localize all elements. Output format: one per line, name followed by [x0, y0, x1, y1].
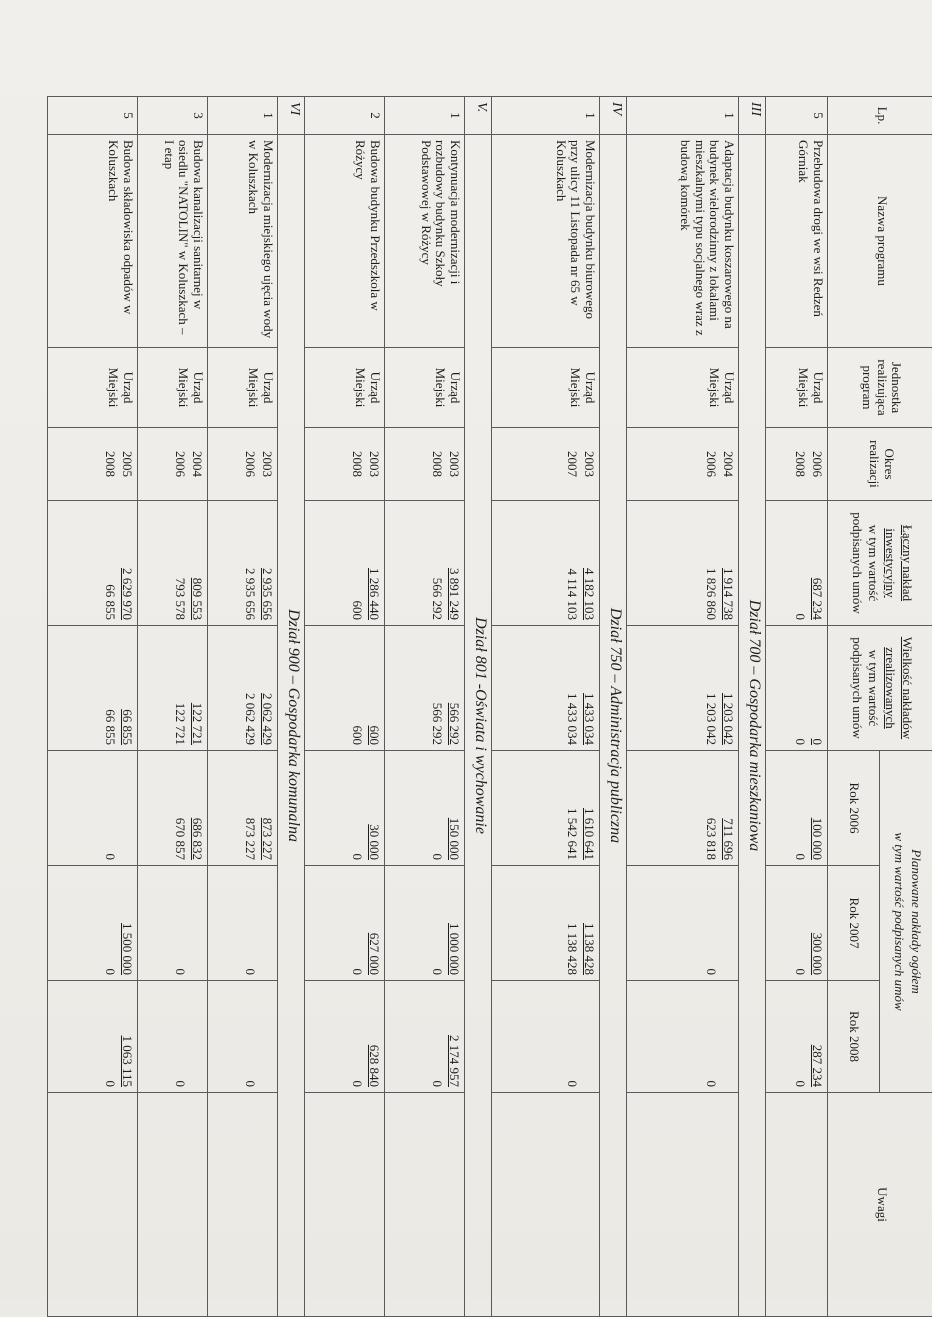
table-row [492, 97, 600, 1317]
cell-rok2006 [492, 751, 600, 866]
cell-wielkosc [48, 626, 138, 751]
cell-okres [208, 428, 278, 501]
value-contracts: 670 857 [171, 756, 188, 860]
value-total: 122 721 [188, 631, 205, 745]
cell-nazwa: Kontynuacja modernizacji i rozbudowy budynku Szkoły Podstawowej w Różycy [385, 135, 465, 348]
value-total: 2 935 656 [258, 506, 275, 620]
header-laczny-title: Łączny nakład inwestycyjny [882, 506, 916, 620]
okres-do: 2008 [101, 433, 118, 495]
value-total: 1 138 428 [580, 871, 597, 975]
header-laczny [828, 501, 932, 626]
value-total: 287 234 [808, 986, 825, 1087]
value-contracts: 600 [348, 631, 365, 745]
cell-nazwa: Przebudowa drogi we wsi Redzeń Górniak [766, 135, 828, 348]
header-rok2006: Rok 2006 [828, 751, 880, 866]
value-contracts: 0 [101, 986, 118, 1087]
value-contracts: 1 138 428 [563, 871, 580, 975]
value-contracts: 1 826 860 [702, 506, 719, 620]
value-contracts: 0 [428, 871, 445, 975]
value-contracts: 122 721 [171, 631, 188, 745]
value-contracts: 1 203 042 [702, 631, 719, 745]
value-contracts: 566 292 [428, 506, 445, 620]
cell-wielkosc [208, 626, 278, 751]
value-contracts: 600 [348, 506, 365, 620]
section-row [278, 97, 305, 1317]
value-total: 1 500 000 [118, 871, 135, 975]
section-row [600, 97, 627, 1317]
cell-nazwa: Modernizacja budynku biurowego przy ulicy 11 Listopada nr 65 w Koluszkach [492, 135, 600, 348]
value-total: 628 840 [365, 986, 382, 1087]
value-total: 3 891 249 [445, 506, 462, 620]
value-total: 1 063 115 [118, 986, 135, 1087]
cell-rok2008 [766, 981, 828, 1093]
value-total: 100 000 [808, 756, 825, 860]
value-contracts: 66 855 [101, 506, 118, 620]
cell-rok2007 [305, 866, 385, 981]
value-contracts: 2 062 429 [241, 631, 258, 745]
cell-okres [492, 428, 600, 501]
section-label: V. [465, 97, 492, 135]
cell-wielkosc [385, 626, 465, 751]
value-contracts: 1 542 641 [563, 756, 580, 860]
cell-lp: 1 [208, 97, 278, 135]
header-jednostka: Jednostka realizująca program [828, 348, 932, 428]
cell-jednostka: Urząd Miejski [385, 348, 465, 428]
cell-lp: 1 [627, 97, 739, 135]
cell-wielkosc [766, 626, 828, 751]
okres-do: 2006 [171, 433, 188, 495]
section-label: III [739, 97, 766, 135]
value-total: 2 629 970 [118, 506, 135, 620]
cell-rok2006 [627, 751, 739, 866]
header-laczny-sub: w tym wartość podpisanych umów [848, 506, 882, 620]
value-total: 686 832 [188, 756, 205, 860]
value-contracts: 4 114 103 [563, 506, 580, 620]
value-contracts: 0 [563, 986, 580, 1087]
value-contracts: 793 578 [171, 506, 188, 620]
value-total: 711 696 [719, 756, 736, 860]
value-total [258, 871, 275, 975]
cell-rok2007 [208, 866, 278, 981]
value-contracts: 0 [428, 756, 445, 860]
cell-okres [305, 428, 385, 501]
cell-uwagi [138, 1093, 208, 1317]
okres-do: 2007 [563, 433, 580, 495]
cell-rok2006 [385, 751, 465, 866]
okres-od: 2005 [118, 433, 135, 495]
value-contracts: 0 [702, 871, 719, 975]
cell-rok2006 [138, 751, 208, 866]
cell-lp: 1 [492, 97, 600, 135]
cell-rok2008 [208, 981, 278, 1093]
cell-rok2008 [305, 981, 385, 1093]
okres-do: 2008 [428, 433, 445, 495]
cell-okres [385, 428, 465, 501]
value-total: 809 553 [188, 506, 205, 620]
value-total: 873 227 [258, 756, 275, 860]
table-row [48, 97, 138, 1317]
cell-rok2008 [492, 981, 600, 1093]
cell-uwagi [305, 1093, 385, 1317]
value-contracts: 0 [171, 871, 188, 975]
okres-od: 2004 [188, 433, 205, 495]
value-contracts: 2 935 656 [241, 506, 258, 620]
table-header [828, 97, 932, 1317]
cell-jednostka: Urząd Miejski [305, 348, 385, 428]
value-total [580, 986, 597, 1087]
cell-uwagi [48, 1093, 138, 1317]
cell-laczny [627, 501, 739, 626]
okres-od: 2003 [445, 433, 462, 495]
value-total [719, 986, 736, 1087]
cell-laczny [385, 501, 465, 626]
cell-laczny [766, 501, 828, 626]
table-body [48, 97, 828, 1317]
cell-nazwa: Budowa budynku Przedszkola w Różycy [305, 135, 385, 348]
rotated-table-frame [122, 96, 932, 1316]
value-contracts: 0 [791, 756, 808, 860]
value-total: 1 914 738 [719, 506, 736, 620]
value-total [118, 756, 135, 860]
cell-okres [766, 428, 828, 501]
table-row [305, 97, 385, 1317]
cell-jednostka: Urząd Miejski [208, 348, 278, 428]
value-total: 2 062 429 [258, 631, 275, 745]
header-okres: Okres realizacji [828, 428, 932, 501]
okres-od: 2003 [580, 433, 597, 495]
cell-rok2008 [48, 981, 138, 1093]
cell-nazwa: Modernizacja miejskiego ujęcia wody w Koluszkach [208, 135, 278, 348]
cell-lp: 1 [385, 97, 465, 135]
cell-rok2007 [627, 866, 739, 981]
header-wielkosc-title: Wielkość nakładów zrealizowanych [882, 631, 916, 745]
value-contracts: 0 [791, 986, 808, 1087]
value-contracts: 566 292 [428, 631, 445, 745]
cell-nazwa: Adaptacja budynku koszarowego na budynek wielorodzinny z lokalami mieszkalnymi typu socjalnego wraz z budową komórek [627, 135, 739, 348]
header-uwagi: Uwagi [828, 1093, 932, 1317]
cell-rok2006 [48, 751, 138, 866]
value-total: 1 610 641 [580, 756, 597, 860]
header-wielkosc-sub: w tym wartość podpisanych umów [848, 631, 882, 745]
okres-do: 2008 [348, 433, 365, 495]
value-contracts: 66 855 [101, 631, 118, 745]
value-total: 66 855 [118, 631, 135, 745]
value-contracts: 0 [791, 506, 808, 620]
table-row [627, 97, 739, 1317]
header-planowane-2: w tym wartość podpisanych umów [891, 756, 908, 1087]
value-total: 627 000 [365, 871, 382, 975]
header-nazwa: Nazwa programu [828, 135, 932, 348]
value-contracts: 0 [348, 756, 365, 860]
section-dzial: Dział 900 – Gospodarka komunalna [278, 135, 305, 1317]
cell-jednostka: Urząd Miejski [766, 348, 828, 428]
cell-lp: 5 [48, 97, 138, 135]
section-dzial: Dział 801 -Oświata i wychowanie [465, 135, 492, 1317]
cell-uwagi [627, 1093, 739, 1317]
header-planowane-1: Planowane nakłady ogółem [908, 756, 925, 1087]
header-rok2008: Rok 2008 [828, 981, 880, 1093]
okres-do: 2008 [791, 433, 808, 495]
cell-rok2008 [627, 981, 739, 1093]
value-contracts: 0 [702, 986, 719, 1087]
cell-jednostka: Urząd Miejski [48, 348, 138, 428]
investment-table [47, 96, 932, 1317]
cell-rok2007 [138, 866, 208, 981]
value-total [719, 871, 736, 975]
section-label: IV [600, 97, 627, 135]
cell-wielkosc [305, 626, 385, 751]
cell-rok2007 [48, 866, 138, 981]
value-total: 2 174 957 [445, 986, 462, 1087]
section-row [739, 97, 766, 1317]
cell-uwagi [208, 1093, 278, 1317]
value-contracts: 1 433 034 [563, 631, 580, 745]
okres-od: 2006 [808, 433, 825, 495]
cell-jednostka: Urząd Miejski [627, 348, 739, 428]
value-total: 687 234 [808, 506, 825, 620]
cell-wielkosc [138, 626, 208, 751]
cell-okres [138, 428, 208, 501]
value-total [188, 871, 205, 975]
table-row [385, 97, 465, 1317]
cell-jednostka: Urząd Miejski [138, 348, 208, 428]
cell-wielkosc [627, 626, 739, 751]
cell-rok2006 [305, 751, 385, 866]
value-total: 300 000 [808, 871, 825, 975]
okres-do: 2006 [702, 433, 719, 495]
value-total: 1 433 034 [580, 631, 597, 745]
cell-laczny [138, 501, 208, 626]
value-total: 600 [365, 631, 382, 745]
section-row [465, 97, 492, 1317]
cell-rok2007 [492, 866, 600, 981]
value-total [258, 986, 275, 1087]
section-dzial: Dział 750 – Administracja publiczna [600, 135, 627, 1317]
cell-okres [48, 428, 138, 501]
value-contracts: 0 [101, 871, 118, 975]
value-contracts: 0 [241, 986, 258, 1087]
okres-do: 2006 [241, 433, 258, 495]
cell-laczny [492, 501, 600, 626]
value-contracts: 0 [791, 871, 808, 975]
value-contracts: 0 [171, 986, 188, 1087]
value-contracts: 0 [241, 871, 258, 975]
header-rok2007: Rok 2007 [828, 866, 880, 981]
table-row [138, 97, 208, 1317]
section-dzial: Dział 700 – Gospodarka mieszkaniowa [739, 135, 766, 1317]
value-contracts: 0 [348, 986, 365, 1087]
cell-wielkosc [492, 626, 600, 751]
value-total: 1 203 042 [719, 631, 736, 745]
cell-rok2007 [766, 866, 828, 981]
header-planowane [880, 751, 932, 1093]
table-row [766, 97, 828, 1317]
cell-rok2008 [385, 981, 465, 1093]
value-contracts: 873 227 [241, 756, 258, 860]
value-total: 566 292 [445, 631, 462, 745]
value-contracts: 0 [348, 871, 365, 975]
value-contracts: 623 818 [702, 756, 719, 860]
cell-laczny [48, 501, 138, 626]
cell-nazwa: Budowa składowiska odpadów w Koluszkach [48, 135, 138, 348]
cell-rok2006 [766, 751, 828, 866]
cell-lp: 3 [138, 97, 208, 135]
cell-okres [627, 428, 739, 501]
cell-jednostka: Urząd Miejski [492, 348, 600, 428]
value-contracts: 0 [428, 986, 445, 1087]
okres-od: 2003 [365, 433, 382, 495]
cell-laczny [208, 501, 278, 626]
cell-uwagi [492, 1093, 600, 1317]
okres-od: 2003 [258, 433, 275, 495]
value-total [188, 986, 205, 1087]
okres-od: 2004 [719, 433, 736, 495]
value-total: 0 [808, 631, 825, 745]
cell-rok2007 [385, 866, 465, 981]
header-wielkosc [828, 626, 932, 751]
cell-laczny [305, 501, 385, 626]
cell-lp: 2 [305, 97, 385, 135]
section-label: VI [278, 97, 305, 135]
cell-lp: 5 [766, 97, 828, 135]
cell-rok2006 [208, 751, 278, 866]
value-contracts: 0 [101, 756, 118, 860]
header-lp: Lp. [828, 97, 932, 135]
value-total: 1 000 000 [445, 871, 462, 975]
cell-uwagi [385, 1093, 465, 1317]
value-total: 150 000 [445, 756, 462, 860]
table-row [208, 97, 278, 1317]
value-total: 4 182 103 [580, 506, 597, 620]
cell-nazwa: Budowa kanalizacji sanitarnej w osiedlu "NATOLIN" w Koluszkach – I etap [138, 135, 208, 348]
value-contracts: 0 [791, 631, 808, 745]
value-total: 1 286 440 [365, 506, 382, 620]
cell-rok2008 [138, 981, 208, 1093]
value-total: 30 000 [365, 756, 382, 860]
cell-uwagi [766, 1093, 828, 1317]
